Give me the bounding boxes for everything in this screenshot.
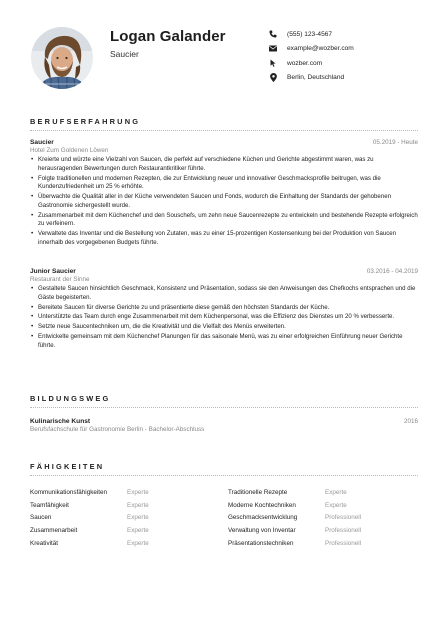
job-bullets (30, 285, 418, 351)
education-title: Kulinarische Kunst (30, 418, 91, 425)
skill-row (30, 499, 220, 512)
candidate-role: Saucier (110, 49, 139, 59)
contact-website-text[interactable]: wozber.com (287, 59, 323, 67)
job-title: Saucier (30, 139, 54, 146)
job-title: Junior Saucier (30, 268, 76, 275)
job-entry-1 (30, 139, 418, 249)
skill-level: Experte (127, 488, 149, 496)
skill-level: Experte (325, 488, 347, 496)
skill-name: Moderne Kochtechniken (228, 501, 296, 509)
skill-row (30, 512, 220, 525)
job-bullet: • Entwickelte gemeinsam mit dem Küchenchef Planungen für das saisonale Menü, was zu einer erfolgreichen Einführung neuer Gerichte führte. (30, 333, 418, 350)
skills-column-left (30, 486, 220, 550)
skill-level: Professionell (325, 514, 362, 522)
skill-level: Experte (127, 540, 149, 548)
skill-row (228, 499, 418, 512)
job-bullet: • Verwaltete das Inventar und die Bestellung von Zutaten, was zu einer 15-prozentigen Kostensenkung bei der Produktion von Saucen innerhalb des vorgegebenen Budgets führte. (30, 230, 418, 247)
skill-name: Geschmacksentwicklung (228, 514, 298, 522)
skills-column-right (228, 486, 418, 550)
skill-level: Professionell (325, 527, 362, 535)
skill-name: Präsentationstechniken (228, 540, 294, 548)
job-bullet: • Setzte neue Saucentechniken um, die die Kreativität und die Vielfalt des Menüs erweiterten. (30, 323, 418, 332)
job-company: Hotel Zum Goldenen Löwen (30, 147, 109, 154)
skill-row (30, 486, 220, 499)
email-icon (268, 44, 278, 54)
candidate-name: Logan Galander (110, 28, 226, 45)
skill-level: Experte (127, 501, 149, 509)
contact-list (268, 27, 438, 85)
job-bullet: • Bereitete Saucen für diverse Gerichte zu und präsentierte diese gemäß den höchsten Standards der Küche. (30, 304, 418, 313)
contact-location (268, 71, 438, 85)
skills-divider (30, 475, 418, 476)
skill-level: Experte (127, 514, 149, 522)
skill-level: Experte (325, 501, 347, 509)
education-detail: Berufsfachschule für Gastronomie Berlin - Bachelor-Abschluss (30, 426, 205, 433)
experience-divider (30, 130, 418, 131)
skill-row (30, 537, 220, 550)
skill-name: Kreativität (30, 540, 58, 548)
education-divider (30, 407, 418, 408)
job-entry-2 (30, 268, 418, 352)
location-pin-icon (268, 73, 278, 83)
job-date: 05.2019 - Heute (372, 139, 418, 146)
job-date: 03.2016 - 04.2019 (366, 268, 418, 275)
job-bullet: • Unterstützte das Team durch enge Zusammenarbeit mit dem Küchenpersonal, was die Effizienz des Dienstes um 20 % verbesserte. (30, 313, 418, 322)
skill-name: Verwaltung von Inventar (228, 527, 296, 535)
skill-name: Zusammenarbeit (30, 527, 78, 535)
job-bullet: • Gestaltete Saucen hinsichtlich Geschmack, Konsistenz und Präsentation, sodass sie den Anweisungen des Chefkochs entsprachen und die Gäste begeisterten. (30, 285, 418, 302)
skill-row (228, 524, 418, 537)
contact-phone-text: (555) 123-4567 (287, 30, 333, 38)
skill-row (228, 486, 418, 499)
education-section-title: BILDUNGSWEG (30, 394, 111, 403)
education-entry (30, 418, 418, 433)
contact-website[interactable] (268, 56, 438, 70)
education-date: 2016 (403, 418, 418, 425)
skill-row (30, 524, 220, 537)
job-bullet: • Kreierte und würzte eine Vielzahl von Saucen, die perfekt auf verschiedene Küchen und Gerichte abgestimmt waren, was zu herausragenden Bewertungen durch Restaurantkritiker führte. (30, 156, 418, 173)
skill-level: Professionell (325, 540, 362, 548)
skill-name: Saucen (30, 514, 52, 522)
job-bullet: • Folgte traditionellen und modernen Rezepten, die zur Entwicklung neuer und innovativer Geschmacksprofile beitrugen, was die Kundenzufriedenheit um 25 % erhöhte. (30, 175, 418, 192)
skill-name: Traditionelle Rezepte (228, 488, 288, 496)
link-icon (268, 58, 278, 68)
skill-name: Kommunikationsfähigkeiten (30, 488, 108, 496)
skill-level: Experte (127, 527, 149, 535)
avatar (31, 27, 93, 89)
job-bullet: • Zusammenarbeit mit dem Küchenchef und den Souschefs, um zehn neue Saucenrezepte zu entwickeln und bestehende Rezepte erfolgreich zu verfeinern. (30, 212, 418, 229)
contact-phone (268, 27, 438, 41)
contact-location-text: Berlin, Deutschland (287, 74, 345, 82)
job-company: Restaurant der Sinne (30, 276, 90, 283)
job-bullet: • Überwachte die Qualität aller in der Küche verwendeten Saucen und Fonds, wodurch die Einhaltung der Standards der gehobenen Gastronomie sichergestellt wurde. (30, 193, 418, 210)
skill-name: Teamfähigkeit (30, 501, 69, 509)
experience-section-title: BERUFSERFAHRUNG (30, 117, 141, 126)
skills-section-title: FÄHIGKEITEN (30, 462, 105, 471)
contact-email[interactable] (268, 42, 438, 56)
skill-row (228, 512, 418, 525)
skill-row (228, 537, 418, 550)
job-bullets (30, 156, 418, 248)
contact-email-text[interactable]: example@wozber.com (287, 45, 354, 53)
phone-icon (268, 29, 278, 39)
